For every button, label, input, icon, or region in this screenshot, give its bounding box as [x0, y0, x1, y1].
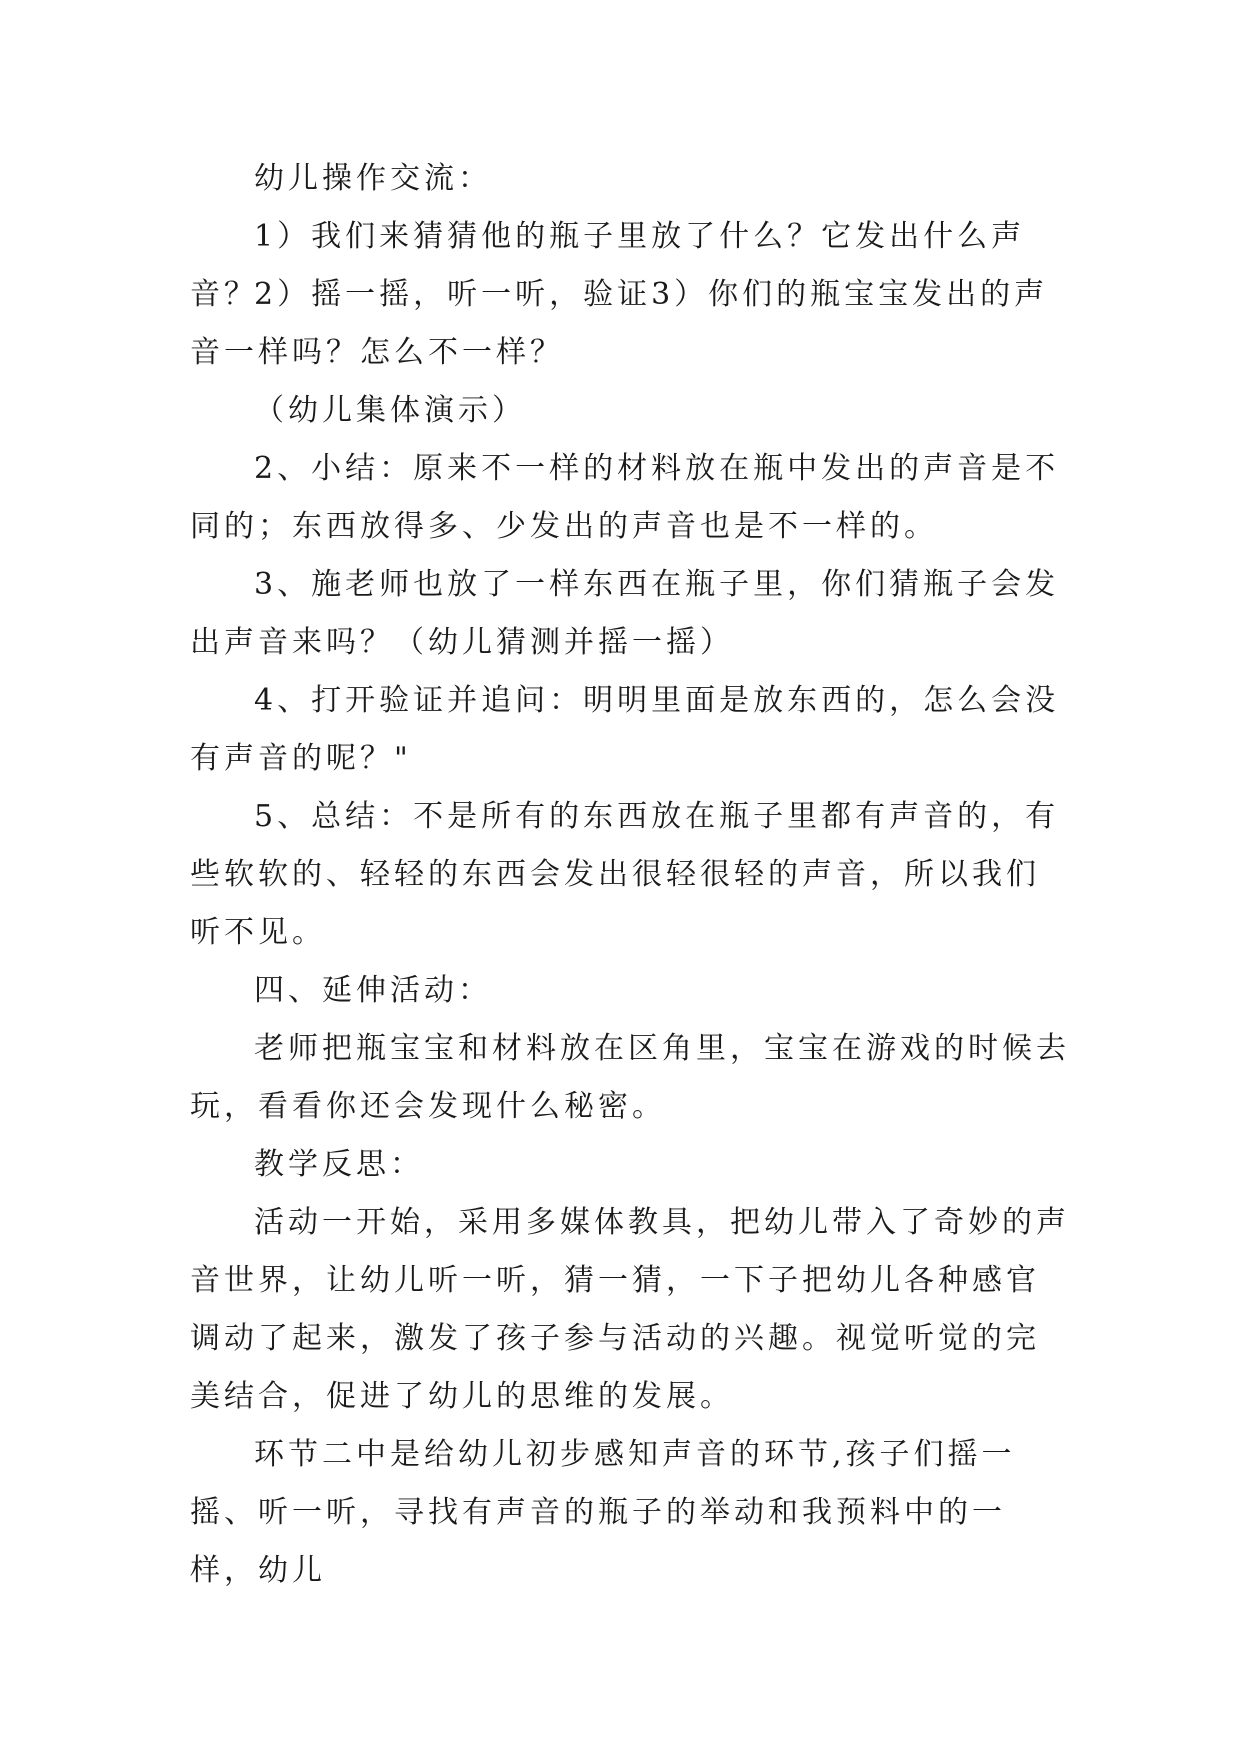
paragraph-step-4: 4、打开验证并追问：明明里面是放东西的，怎么会没有声音的呢？" [190, 683, 1060, 776]
paragraph-question-1: 1）我们来猜猜他的瓶子里放了什么？它发出什么声音？ [190, 219, 1026, 312]
paragraph-summary-5: 5、总结：不是所有的东西放在瓶子里都有声音的，有些软软的、轻轻的东西会发出很轻很轻的声音，所以我们听不见。 [190, 799, 1060, 950]
section-heading-reflection: 教学反思： [254, 1147, 424, 1182]
paragraph-extension: 老师把瓶宝宝和材料放在区角里，宝宝在游戏的时候去玩，看看你还会发现什么秘密。 [190, 1031, 1070, 1124]
paragraph-reflection-1: 活动一开始，采用多媒体教具，把幼儿带入了奇妙的声音世界，让幼儿听一听，猜一猜，一下子把幼儿各种感官调动了起来，激发了孩子参与活动的兴趣。视觉听觉的完美结合，促进了幼儿的思维的发展。 [190, 1205, 1070, 1414]
paragraph-summary-2: 2、小结：原来不一样的材料放在瓶中发出的声音是不同的；东西放得多、少发出的声音也是不一样的。 [190, 451, 1060, 544]
paragraph-reflection-2: 环节二中是给幼儿初步感知声音的环节,孩子们摇一摇、听一听，寻找有声音的瓶子的举动和我预料中的一样，幼儿 [190, 1437, 1016, 1588]
paragraph-group-demo: （幼儿集体演示） [254, 393, 526, 428]
paragraph-question-2: 2）摇一摇，听一听，验证3）你们的瓶宝宝发出的声音一样吗？怎么不一样？ [190, 277, 1049, 370]
paragraph-operation-exchange: 幼儿操作交流： [254, 161, 492, 196]
paragraph-step-3: 3、施老师也放了一样东西在瓶子里，你们猜瓶子会发出声音来吗？（幼儿猜测并摇一摇） [190, 567, 1060, 660]
section-heading-extension: 四、延伸活动： [254, 973, 492, 1008]
